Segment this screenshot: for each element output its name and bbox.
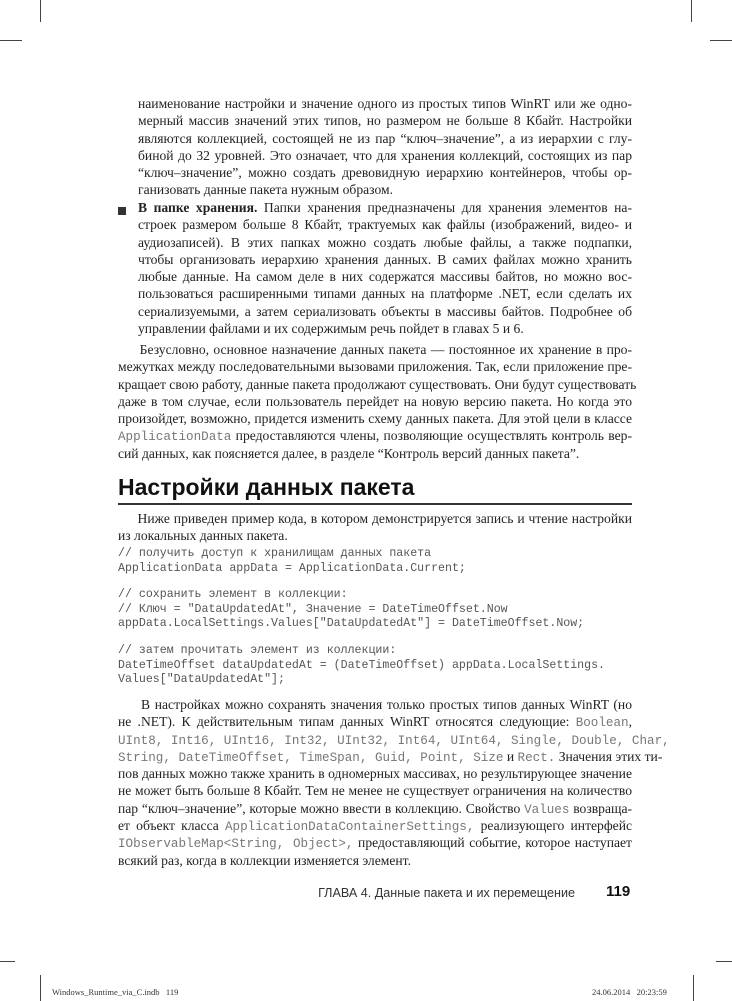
code-line: // затем прочитать элемент из коллекции: <box>118 643 397 657</box>
code-line: appData.LocalSettings.Values["DataUpdatedAt"] = DateTimeOffset.Now; <box>118 617 585 631</box>
inline-code: Rect. <box>517 750 556 765</box>
bullet-square-icon <box>118 207 126 215</box>
section-heading: Настройки данных пакета <box>118 474 415 500</box>
crop-mark <box>0 40 22 41</box>
print-slug-file: Windows_Runtime_via_C.indb 119 <box>52 987 179 997</box>
text-run: пов данных можно также хранить в одномерных массивах, но результирующее значение <box>118 766 632 782</box>
code-listing <box>118 547 605 688</box>
code-line: // сохранить элемент в коллекции: <box>118 588 348 602</box>
text-line <box>118 834 632 851</box>
code-line: DateTimeOffset dataUpdatedAt = (DateTimeOffset) appData.LocalSettings. <box>118 658 606 672</box>
text-run: В настройках можно сохранять значения только простых типов данных WinRT (но <box>118 697 632 712</box>
text-line: из локальных данных пакета. <box>118 528 288 544</box>
running-footer-chapter: ГЛАВА 4. Данные пакета и их перемещение <box>318 886 575 900</box>
code-line: Values["DataUpdatedAt"]; <box>118 673 285 687</box>
text-line <box>118 445 632 462</box>
text-line: строек размером больше 8 Кбайт, трактуемых как файлы (изображений, видео- и <box>138 217 632 233</box>
text-run: даже в том случае, если пользователь перейдет на новую версию пакета. Но когда это <box>118 393 632 409</box>
text-run: Безусловно, основное назначение данных пакета — постоянное их хранение в про- <box>118 342 632 357</box>
crop-mark <box>693 975 694 1001</box>
text-line: мерный массив значений этих типов, но размером не больше 8 Кбайт. Настройки <box>138 113 632 129</box>
text-run: ет объект класса <box>118 818 225 834</box>
paragraph-types <box>118 696 670 869</box>
text-line: являются коллекцией, состоящей не из пар “ключ–значение”, а из иерархии с глу- <box>138 130 632 146</box>
text-run: пар “ключ–значение”, которые можно ввести в коллекцию. Свойство <box>118 800 525 816</box>
text-line: Ниже приведен пример кода, в котором демонстрируется запись и чтение настройки <box>118 511 632 526</box>
inline-code: Values <box>524 802 570 817</box>
text-line: ганизовать данные пакета нужным образом. <box>138 182 393 198</box>
paragraph-intro-continued <box>138 95 632 199</box>
inline-code: Boolean <box>575 716 629 731</box>
text-line: “ключ–значение”, можно создать древовидную иерархию контейнеров, чтобы ор- <box>138 165 632 181</box>
crop-mark <box>0 961 15 962</box>
bullet-first-line <box>138 199 632 216</box>
text-line <box>118 748 663 765</box>
text-line: аудиозаписей). В этих папках можно создать любые файлы, а также подпапки, <box>138 234 632 250</box>
text-run: сий данных, как поясняется далее, в разделе “Контроль версий данных пакета”. <box>118 445 580 461</box>
text-run: межутках между последовательными вызовами приложения. Так, если приложение пре- <box>118 359 632 375</box>
text-line <box>118 341 632 358</box>
paragraph-versioning <box>118 341 637 462</box>
print-slug-timestamp: 24.06.2014 20:23:59 <box>592 987 667 997</box>
text-line <box>118 731 670 748</box>
text-line <box>118 393 632 410</box>
text-line <box>118 713 632 730</box>
text-line <box>118 696 632 713</box>
page-number: 119 <box>606 883 631 900</box>
code-line: ApplicationData appData = ApplicationData.Current; <box>118 561 466 575</box>
text-line <box>118 427 632 444</box>
crop-mark <box>691 0 692 22</box>
crop-mark <box>710 40 732 41</box>
text-line <box>118 765 632 782</box>
text-run: и <box>503 748 518 764</box>
code-line <box>118 632 605 644</box>
text-run: возвраща- <box>569 800 632 816</box>
bullet-line: Папки хранения предназначены для хранения элементов на- <box>257 200 632 215</box>
crop-mark <box>716 961 732 962</box>
text-line <box>118 800 632 817</box>
text-line <box>118 358 632 375</box>
text-run: всякий раз, когда в коллекции изменяется элемент. <box>118 852 411 868</box>
bullet-folder <box>138 199 632 337</box>
inline-code: ApplicationDataContainerSettings, <box>225 820 475 835</box>
inline-code: UInt8, Int16, UInt16, Int32, UInt32, Int64, UInt64, Single, Double, Char, <box>118 733 670 748</box>
text-line <box>118 852 632 869</box>
text-line <box>118 410 632 427</box>
text-run: , <box>628 714 632 730</box>
paragraph-code-intro <box>118 510 632 545</box>
code-line <box>118 576 605 588</box>
inline-code: String, DateTimeOffset, TimeSpan, Guid, Point, Size <box>118 750 504 765</box>
text-run: не .NET). К действительным типам данных WinRT относятся следующие: <box>118 714 576 730</box>
text-line: пользоваться расширенными типами данных на платформе .NET, если сделать их <box>138 286 632 302</box>
text-line: любые данные. На самом деле в них содержатся массивы байтов, но можно вос- <box>138 269 632 285</box>
text-line: сериализуемыми, а затем сериализовать объекты в массивы байтов. Подробнее об <box>138 303 632 319</box>
heading-rule <box>118 503 632 505</box>
text-line <box>118 376 637 393</box>
crop-mark <box>40 0 41 22</box>
text-line: чтобы организовать иерархию хранения данных. В самих файлах можно хранить <box>138 251 632 267</box>
text-run: реализующего интерфейс <box>474 818 633 834</box>
crop-mark <box>40 975 41 1001</box>
inline-code: ApplicationData <box>118 430 232 445</box>
text-run: предоставляются члены, позволяющие осуществлять контроль вер- <box>231 428 632 444</box>
code-line: // получить доступ к хранилищам данных пакета <box>118 547 432 560</box>
text-line: управлении файлами и их содержимым речь пойдет в главах 5 и 6. <box>138 321 524 337</box>
bullet-title: В папке хранения. <box>138 200 258 215</box>
text-line <box>118 817 632 834</box>
text-run: произойдет, возможно, придется изменить схему данных пакета. Для этой цели в классе <box>118 411 632 427</box>
text-run: кращает свою работу, данные пакета продолжают существовать. Они будут существовать <box>118 376 637 392</box>
inline-code: IObservableMap<String, Object>, <box>118 837 354 852</box>
text-line <box>118 782 632 799</box>
code-line: // Ключ = "DataUpdatedAt", Значение = DateTimeOffset.Now <box>118 602 508 616</box>
text-run: предоставляющий событие, которое наступает <box>353 835 632 851</box>
text-run: Значения этих ти- <box>555 748 663 764</box>
text-line: биной до 32 уровней. Это означает, что для хранения коллекций, состоящих из пар <box>138 147 632 163</box>
text-run: не может быть больше 8 Кбайт. Тем не менее не существует ограничения на количество <box>118 783 632 799</box>
text-line: наименование настройки и значение одного из простых типов WinRT или же одно- <box>138 96 632 111</box>
